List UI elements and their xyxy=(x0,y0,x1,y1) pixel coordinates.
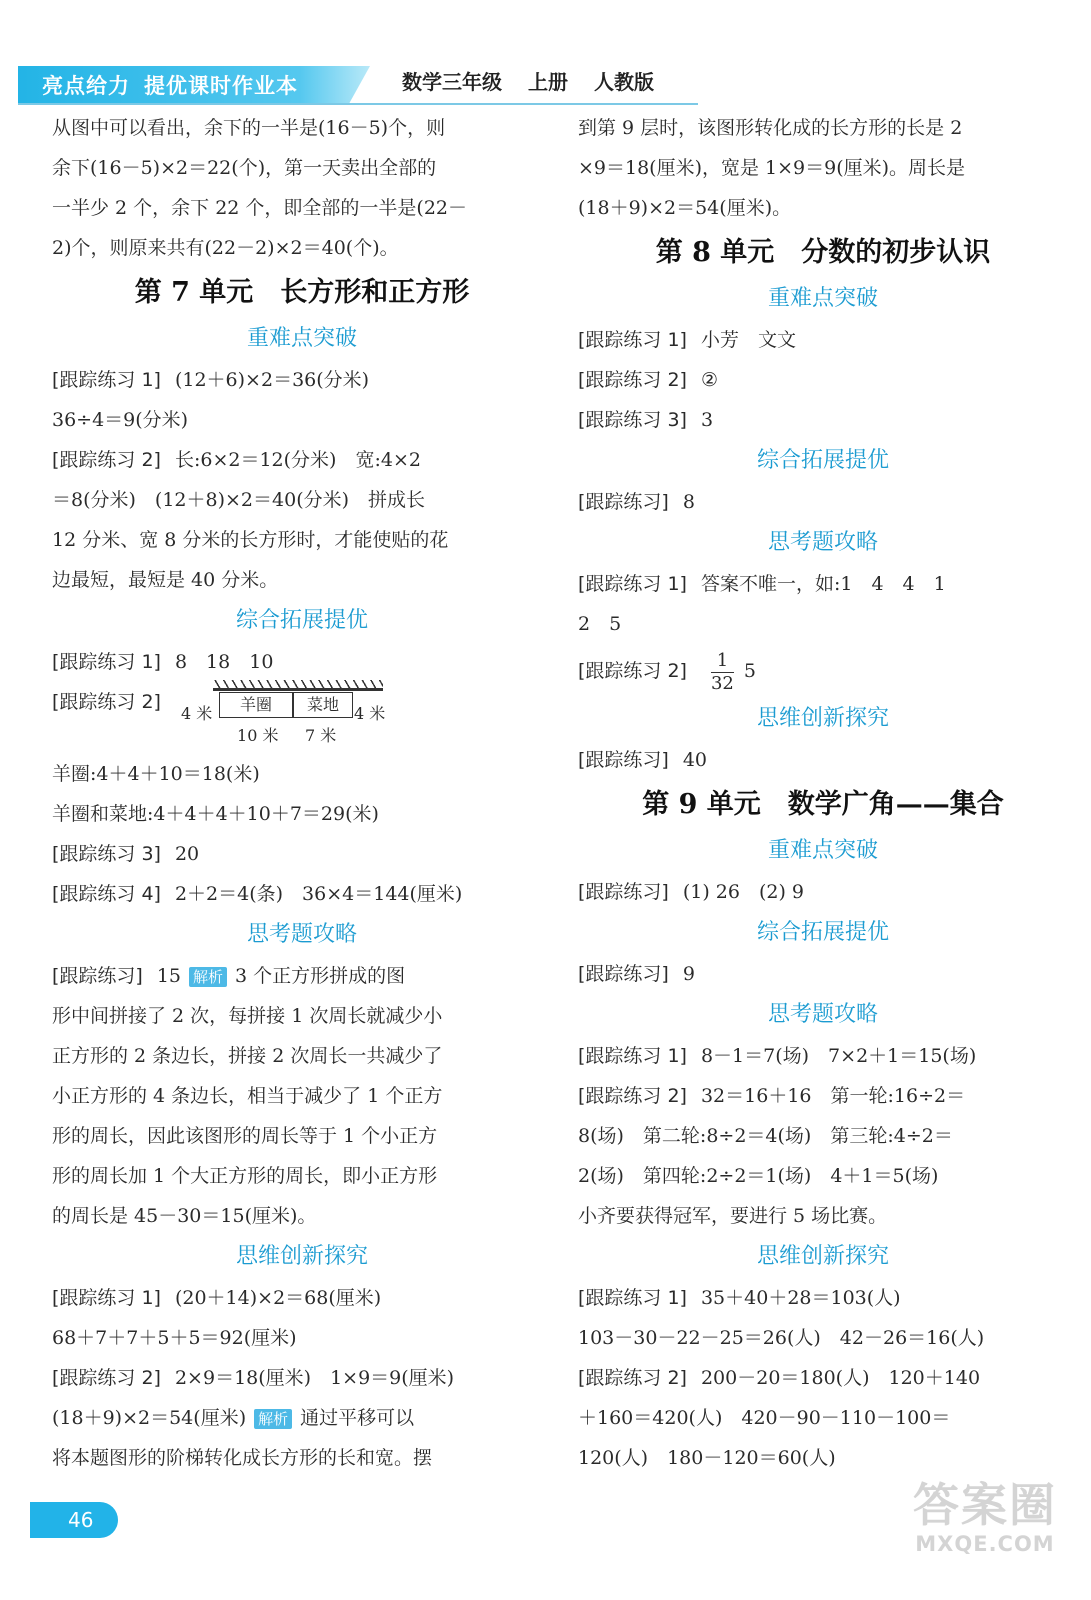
exercise-tag: [跟踪练习 2] xyxy=(578,1367,687,1389)
answer-line xyxy=(578,1278,1068,1318)
answer-line: 的周长是 45－30＝15(厘米)。 xyxy=(52,1205,317,1227)
answer-line: 103－30－22－25＝26(人) 42－26＝16(人) xyxy=(578,1327,985,1349)
right-column xyxy=(578,108,1068,1478)
exercise-tag: [跟踪练习 1] xyxy=(52,369,161,391)
watermark-logo: 答案圈 xyxy=(913,1478,1057,1532)
section-heading: 思考题攻略 xyxy=(767,1002,878,1027)
fraction-denominator: 32 xyxy=(710,672,734,694)
fraction-numerator: 1 xyxy=(711,650,734,673)
answer-text: 32＝16＋16 第一轮:16÷2＝ xyxy=(700,1085,966,1107)
diagram-label: 4 米 xyxy=(354,704,386,723)
diagram-label: 10 米 xyxy=(237,726,279,745)
answer-line xyxy=(578,400,1068,440)
answer-line: 小正方形的 4 条边长，相当于减少了 1 个正方 xyxy=(52,1085,443,1107)
edition: 人教版 xyxy=(594,70,654,94)
section-heading: 重难点突破 xyxy=(767,838,878,863)
unit-9-title: 第 9 单元 数学广角——集合 xyxy=(642,789,1004,820)
answer-text: 8 xyxy=(682,491,695,513)
answer-line: 36÷4＝9(分米) xyxy=(52,409,189,431)
answer-line xyxy=(52,440,552,480)
answer-text: 8 18 10 xyxy=(174,651,274,673)
answer-text: 通过平移可以 xyxy=(300,1407,415,1429)
answer-line xyxy=(578,954,1068,994)
section-heading: 思维创新探究 xyxy=(235,1244,368,1269)
page-number: 46 xyxy=(30,1502,118,1538)
unit-8-title: 第 8 单元 分数的初步认识 xyxy=(655,237,991,268)
series-name: 提优课时作业本 xyxy=(144,74,298,98)
exercise-tag: [跟踪练习] xyxy=(578,491,669,513)
answer-line: 12 分米、宽 8 分米的长方形时，才能使贴的花 xyxy=(52,529,449,551)
answer-line xyxy=(52,956,552,996)
answer-line: 8(场) 第二轮:8÷2＝4(场) 第三轮:4÷2＝ xyxy=(578,1125,953,1147)
answer-text: 答案不唯一，如:1 4 4 1 xyxy=(700,573,946,595)
watermark-url: MXQE.COM xyxy=(915,1532,1055,1556)
section-heading: 综合拓展提优 xyxy=(756,920,889,945)
exercise-tag: [跟踪练习 1] xyxy=(52,1287,161,1309)
answer-text: 小芳 文文 xyxy=(700,329,796,351)
text-line: 到第 9 层时，该图形转化成的长方形的长是 2 xyxy=(578,117,963,139)
exercise-tag: [跟踪练习 2] xyxy=(578,660,687,682)
exercise-tag: [跟踪练习] xyxy=(578,881,669,903)
answer-line xyxy=(52,834,552,874)
answer-line: 形的周长，因此该图形的周长等于 1 个小正方 xyxy=(52,1125,438,1147)
answer-text: 40 xyxy=(682,749,708,771)
answer-text: (1) 26 (2) 9 xyxy=(682,881,804,903)
exercise-tag: [跟踪练习 4] xyxy=(52,883,161,905)
answer-text: 35＋40＋28＝103(人) xyxy=(700,1287,901,1309)
unit-7-title: 第 7 单元 长方形和正方形 xyxy=(134,277,470,308)
header-banner xyxy=(18,66,390,104)
answer-text: 8－1＝7(场) 7×2＋1＝15(场) xyxy=(700,1045,977,1067)
answer-line: ＝8(分米) (12＋8)×2＝40(分米) 拼成长 xyxy=(52,489,426,511)
text-line: 余下(16－5)×2＝22(个)，第一天卖出全部的 xyxy=(52,157,437,179)
exercise-tag: [跟踪练习 3] xyxy=(578,409,687,431)
text-line: 2)个，则原来共有(22－2)×2＝40(个)。 xyxy=(52,237,399,259)
section-heading: 重难点突破 xyxy=(246,326,357,351)
answer-line xyxy=(578,1036,1068,1076)
answer-text: 2＋2＝4(条) 36×4＝144(厘米) xyxy=(174,883,463,905)
section-heading: 思考题攻略 xyxy=(767,530,878,555)
answer-text: 20 xyxy=(174,843,200,865)
exercise-tag: [跟踪练习 2] xyxy=(52,691,161,713)
exercise-tag: [跟踪练习 1] xyxy=(52,651,161,673)
answer-line xyxy=(52,874,552,914)
answer-text: 5 xyxy=(743,660,756,682)
section-heading: 重难点突破 xyxy=(767,286,878,311)
diagram-label: 7 米 xyxy=(305,726,337,745)
answer-line xyxy=(52,1398,552,1438)
answer-line xyxy=(578,320,1068,360)
answer-line: 形的周长加 1 个大正方形的周长，即小正方形 xyxy=(52,1165,438,1187)
answer-text: 9 xyxy=(682,963,695,985)
vegetable-plot-box: 菜地 xyxy=(293,692,353,718)
exercise-tag: [跟踪练习] xyxy=(52,965,143,987)
answer-text: 3 个正方形拼成的图 xyxy=(235,965,406,987)
exercise-tag: [跟踪练习 1] xyxy=(578,1287,687,1309)
brand-name: 亮点给力 xyxy=(42,74,130,98)
section-heading: 思维创新探究 xyxy=(756,1244,889,1269)
fraction xyxy=(711,650,734,695)
answer-line xyxy=(578,360,1068,400)
answer-line: 正方形的 2 条边长，拼接 2 次周长一共减少了 xyxy=(52,1045,443,1067)
watermark xyxy=(900,1478,1070,1556)
exercise-tag: [跟踪练习] xyxy=(578,749,669,771)
answer-text: (12＋6)×2＝36(分米) xyxy=(174,369,370,391)
exercise-tag: [跟踪练习] xyxy=(578,963,669,985)
header-divider xyxy=(18,103,698,105)
answer-line: 68＋7＋7＋5＋5＝92(厘米) xyxy=(52,1327,297,1349)
exercise-tag: [跟踪练习 1] xyxy=(578,329,687,351)
answer-text: (18＋9)×2＝54(厘米) xyxy=(52,1407,247,1429)
answer-line: 120(人) 180－120＝60(人) xyxy=(578,1447,836,1469)
text-line: 一半少 2 个，余下 22 个，即全部的一半是(22－ xyxy=(52,197,468,219)
answer-text: (20＋14)×2＝68(厘米) xyxy=(174,1287,382,1309)
text-line: (18＋9)×2＝54(厘米)。 xyxy=(578,197,792,219)
answer-line: 将本题图形的阶梯转化成长方形的长和宽。摆 xyxy=(52,1447,433,1469)
book-meta xyxy=(402,66,680,95)
answer-line xyxy=(52,1278,552,1318)
analysis-badge: 解析 xyxy=(189,967,227,987)
exercise-tag: [跟踪练习 2] xyxy=(52,449,161,471)
wall-line xyxy=(213,688,383,691)
exercise-tag: [跟踪练习 2] xyxy=(52,1367,161,1389)
volume: 上册 xyxy=(528,70,568,94)
subject-grade: 数学三年级 xyxy=(402,70,502,94)
answer-text: 200－20＝180(人) 120＋140 xyxy=(700,1367,981,1389)
answer-line xyxy=(52,682,552,754)
section-heading: 思考题攻略 xyxy=(246,922,357,947)
analysis-badge: 解析 xyxy=(254,1409,292,1429)
answer-line: 2 5 xyxy=(578,613,622,635)
answer-line xyxy=(578,564,1068,604)
answer-line xyxy=(52,642,552,682)
exercise-tag: [跟踪练习 1] xyxy=(578,1045,687,1067)
answer-line xyxy=(52,1358,552,1398)
exercise-tag: [跟踪练习 2] xyxy=(578,1085,687,1107)
sheep-pen-box: 羊圈 xyxy=(219,692,293,718)
left-column xyxy=(52,108,552,1478)
answer-line xyxy=(578,1358,1068,1398)
answer-line xyxy=(578,1076,1068,1116)
text-line: ×9＝18(厘米)，宽是 1×9＝9(厘米)。周长是 xyxy=(578,157,966,179)
answer-line xyxy=(578,644,1068,698)
section-heading: 综合拓展提优 xyxy=(756,448,889,473)
answer-text: ② xyxy=(700,369,719,391)
answer-line xyxy=(578,482,1068,522)
answer-line: 羊圈:4＋4＋10＝18(米) xyxy=(52,763,260,785)
fence-diagram xyxy=(181,680,401,745)
exercise-tag: [跟踪练习 3] xyxy=(52,843,161,865)
exercise-tag: [跟踪练习 2] xyxy=(578,369,687,391)
answer-text: 长:6×2＝12(分米) 宽:4×2 xyxy=(174,449,421,471)
answer-text: 3 xyxy=(700,409,714,431)
answer-line: 形中间拼接了 2 次，每拼接 1 次周长就减少小 xyxy=(52,1005,443,1027)
exercise-tag: [跟踪练习 1] xyxy=(578,573,687,595)
answer-text: 2×9＝18(厘米) 1×9＝9(厘米) xyxy=(174,1367,455,1389)
answer-line xyxy=(578,872,1068,912)
answer-line: 2(场) 第四轮:2÷2＝1(场) 4＋1＝5(场) xyxy=(578,1165,939,1187)
answer-line: 边最短，最短是 40 分米。 xyxy=(52,569,279,591)
answer-line xyxy=(578,740,1068,780)
section-heading: 思维创新探究 xyxy=(756,706,889,731)
answer-line: 羊圈和菜地:4＋4＋4＋10＋7＝29(米) xyxy=(52,803,379,825)
answer-line: ＋160＝420(人) 420－90－110－100＝ xyxy=(578,1407,951,1429)
diagram-label: 4 米 xyxy=(181,704,213,723)
text-line: 从图中可以看出，余下的一半是(16－5)个，则 xyxy=(52,117,446,139)
book-title xyxy=(42,70,298,100)
answer-text: 15 xyxy=(156,965,182,987)
answer-line xyxy=(52,360,552,400)
section-heading: 综合拓展提优 xyxy=(235,608,368,633)
answer-line: 小齐要获得冠军，要进行 5 场比赛。 xyxy=(578,1205,888,1227)
